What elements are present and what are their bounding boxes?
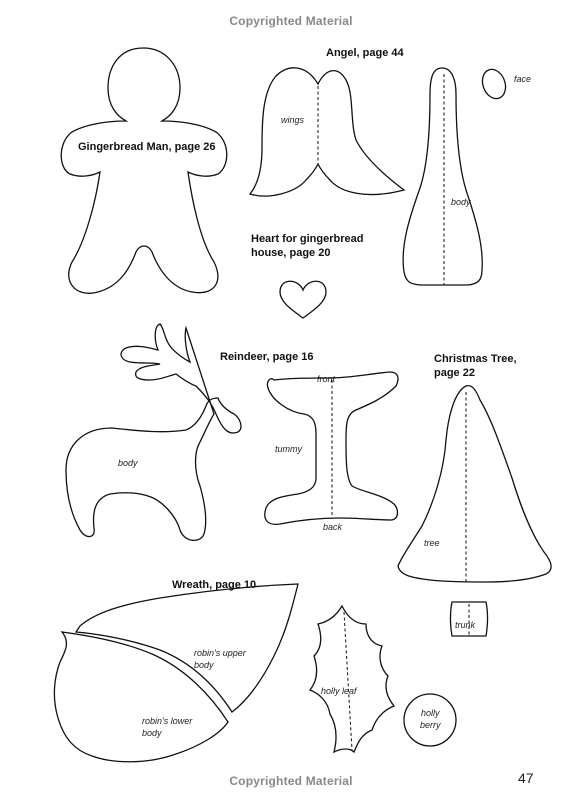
angel-wings-label: wings — [281, 115, 305, 125]
gingerbread-man-shape — [61, 48, 227, 293]
reindeer-body-label: body — [118, 458, 138, 468]
angel-wings-shape — [250, 68, 404, 196]
heart-title-line1: Heart for gingerbread — [251, 233, 364, 245]
holly-berry-label-line2: berry — [420, 720, 441, 730]
christmas-tree-title-line1: Christmas Tree, — [434, 353, 517, 365]
reindeer-body-shape — [66, 324, 241, 540]
reindeer-front-label: front — [317, 374, 336, 384]
angel-face-shape — [479, 66, 510, 102]
trunk-label: trunk — [455, 620, 476, 630]
footer-copyright: Copyrighted Material — [229, 774, 353, 788]
robin-lower-label-line1: robin's lower — [142, 716, 193, 726]
header-copyright: Copyrighted Material — [229, 14, 353, 28]
reindeer-back-label: back — [323, 522, 343, 532]
angel-face-label: face — [514, 74, 532, 84]
angel-title: Angel, page 44 — [326, 47, 404, 59]
angel-body-label: body — [451, 197, 471, 207]
tree-label: tree — [424, 538, 440, 548]
holly-leaf-shape — [310, 606, 394, 752]
reindeer-tummy-label: tummy — [275, 444, 302, 454]
heart-title-line2: house, page 20 — [251, 247, 331, 259]
reindeer-title: Reindeer, page 16 — [220, 351, 314, 363]
holly-leaf-label: holly leaf — [321, 686, 357, 696]
heart-shape — [280, 281, 326, 318]
robin-upper-body-shape — [76, 584, 298, 712]
robin-upper-label-line2: body — [194, 660, 214, 670]
christmas-tree-title-line2: page 22 — [434, 367, 475, 379]
gingerbread-man-title: Gingerbread Man, page 26 — [78, 141, 216, 153]
holly-leaf-fold-line — [344, 612, 352, 750]
holly-berry-label-line1: holly — [421, 708, 440, 718]
robin-lower-label-line2: body — [142, 728, 162, 738]
page-number: 47 — [518, 770, 534, 786]
christmas-tree-shape — [398, 386, 551, 582]
angel-body-shape — [403, 68, 482, 285]
robin-upper-label-line1: robin's upper — [194, 648, 246, 658]
wreath-title: Wreath, page 10 — [172, 579, 257, 591]
